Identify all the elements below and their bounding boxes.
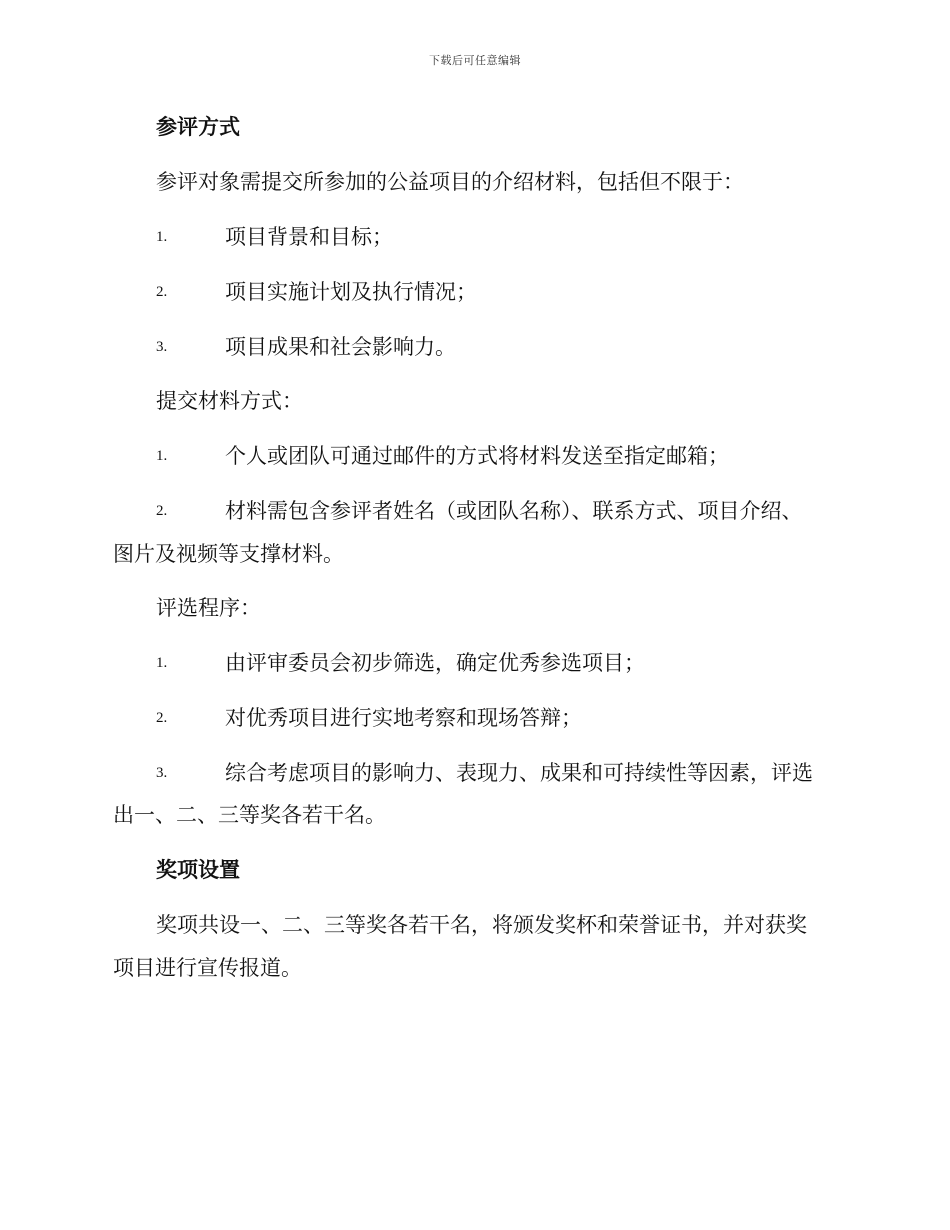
list-number: 1. — [156, 655, 168, 671]
list-text: 项目实施计划及执行情况； — [225, 280, 477, 304]
intro-paragraph: 参评对象需提交所参加的公益项目的介绍材料，包括但不限于： — [156, 170, 744, 194]
list-text-continued: 图片及视频等支撑材料。 — [113, 542, 344, 566]
list-text: 材料需包含参评者姓名（或团队名称）、联系方式、项目介绍、 — [225, 499, 803, 523]
awards-paragraph-line1: 奖项共设一、二、三等奖各若干名，将颁发奖杯和荣誉证书，并对获奖 — [156, 913, 807, 937]
submit-method-label: 提交材料方式： — [156, 389, 303, 413]
list-number: 2. — [156, 503, 168, 519]
list-text: 对优秀项目进行实地考察和现场答辩； — [225, 706, 582, 730]
page-header: 下载后可任意编辑 — [429, 54, 521, 67]
list-text: 个人或团队可通过邮件的方式将材料发送至指定邮箱； — [225, 444, 729, 468]
list-text: 由评审委员会初步筛选，确定优秀参选项目； — [225, 651, 645, 675]
list-number: 1. — [156, 448, 168, 464]
list-number: 1. — [156, 229, 168, 245]
list-number: 3. — [156, 765, 168, 781]
list-text: 综合考虑项目的影响力、表现力、成果和可持续性等因素，评选 — [225, 761, 813, 785]
list-text-continued: 出一、二、三等奖各若干名。 — [113, 803, 386, 827]
list-number: 2. — [156, 284, 168, 300]
list-number: 2. — [156, 710, 168, 726]
procedure-label: 评选程序： — [156, 596, 261, 620]
list-text: 项目背景和目标； — [225, 225, 393, 249]
list-number: 3. — [156, 339, 168, 355]
list-text: 项目成果和社会影响力。 — [225, 335, 456, 359]
awards-paragraph-line2: 项目进行宣传报道。 — [113, 956, 302, 980]
section-heading-evaluation-method: 参评方式 — [156, 115, 240, 139]
section-heading-awards: 奖项设置 — [156, 858, 240, 882]
